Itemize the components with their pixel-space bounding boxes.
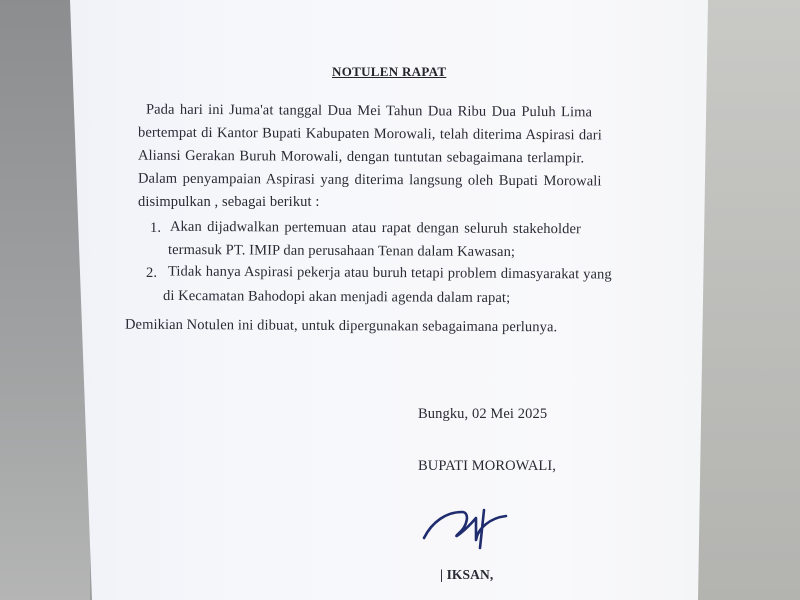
place-date: Bungku, 02 Mei 2025 <box>418 406 548 422</box>
signature <box>418 500 518 570</box>
signatory-title: BUPATI MOROWALI, <box>418 458 557 474</box>
document-title: NOTULEN RAPAT <box>332 64 447 79</box>
paragraph-line: bertempat di Kantor Bupati Kabupaten Morowali, telah diterima Aspirasi dari <box>137 124 602 144</box>
list-item-line: Tidak hanya Aspirasi pekerja atau buruh tetapi problem dimasyarakat yang <box>167 263 612 283</box>
paragraph-line: disimpulkan , sebagai berikut : <box>138 194 320 210</box>
list-item-number: 1. <box>150 220 162 236</box>
paragraph-line: Dalam penyampaian Aspirasi yang diterima langsung oleh Bupati Morowali <box>137 170 602 190</box>
signatory-name-mark: | <box>440 567 447 582</box>
list-item-line: Akan dijadwalkan pertemuan atau rapat dengan seluruh stakeholder <box>169 218 582 238</box>
list-item-line: di Kecamatan Bahodopi akan menjadi agenda dalam rapat; <box>162 287 511 307</box>
list-item-number: 2. <box>146 265 158 281</box>
closing-text: Demikian Notulen ini dibuat, untuk dipergunakan sebagaimana perlunya. <box>124 316 558 336</box>
list-item-line: termasuk PT. IMIP dan perusahaan Tenan dalam Kawasan; <box>167 241 516 261</box>
paragraph-line: Pada hari ini Juma'at tanggal Dua Mei Tahun Dua Ribu Dua Puluh Lima <box>145 101 593 121</box>
paragraph-line: Aliansi Gerakan Buruh Morowali, dengan tuntutan sebagaimana terlampir. <box>137 147 585 167</box>
signatory-name: | IKSAN, <box>440 567 494 582</box>
